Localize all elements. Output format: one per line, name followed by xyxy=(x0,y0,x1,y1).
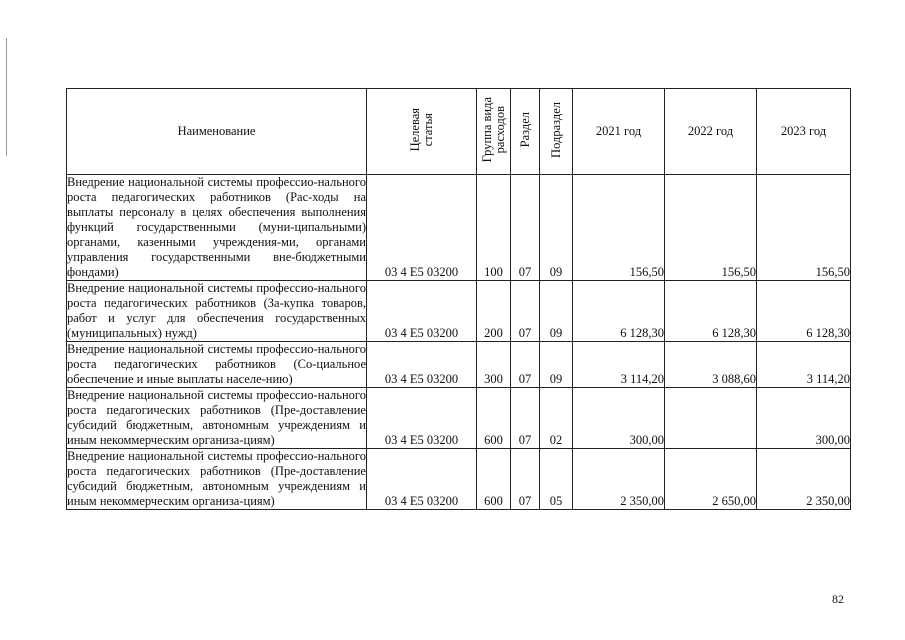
row-name: Внедрение национальной системы профессио-нального роста педагогических работников (За-купка товаров, работ и услуг для обеспечения государственных (муниципальных) нужд) xyxy=(67,281,366,340)
row-2022: 156,50 xyxy=(665,175,757,281)
row-2021: 6 128,30 xyxy=(573,281,665,342)
row-group: 300 xyxy=(477,342,511,388)
row-section: 07 xyxy=(511,388,540,449)
row-2021: 2 350,00 xyxy=(573,449,665,510)
row-subsection: 09 xyxy=(540,175,573,281)
row-section: 07 xyxy=(511,342,540,388)
header-target xyxy=(367,89,477,175)
row-2023: 156,50 xyxy=(757,175,851,281)
row-group: 100 xyxy=(477,175,511,281)
row-target: 03 4 E5 03200 xyxy=(367,281,477,342)
page-number: 82 xyxy=(832,592,844,606)
row-2021: 300,00 xyxy=(573,388,665,449)
row-section: 07 xyxy=(511,281,540,342)
row-2023: 2 350,00 xyxy=(757,449,851,510)
table-row xyxy=(67,281,851,342)
row-2021: 3 114,20 xyxy=(573,342,665,388)
header-subsection-label: Подраздел xyxy=(548,101,563,158)
row-group: 600 xyxy=(477,388,511,449)
row-name: Внедрение национальной системы профессио-нального роста педагогических работников (Со-циальное обеспечение и иные выплаты населе-нию) xyxy=(67,342,366,386)
row-name: Внедрение национальной системы профессио-нального роста педагогических работников (Пре-доставление субсидий бюджетным, автономным учреждениям и иным некоммерческим организа-циям) xyxy=(67,449,366,508)
table-row xyxy=(67,449,851,510)
margin-line xyxy=(6,38,7,156)
header-section xyxy=(511,89,540,175)
row-section: 07 xyxy=(511,449,540,510)
header-subsection xyxy=(540,89,573,175)
header-group-label: Группа вида расходов xyxy=(479,96,507,163)
header-2023: 2023 год xyxy=(757,89,851,175)
row-subsection: 09 xyxy=(540,281,573,342)
header-2022: 2022 год xyxy=(665,89,757,175)
row-name: Внедрение национальной системы профессио-нального роста педагогических работников (Рас-ходы на выплаты персоналу в целях обеспечения выполнения функций государственными (муни-ципальными) органами, казенными учреждения-ми, органами управления государственными вне-бюджетными фондами) xyxy=(67,175,366,279)
row-target: 03 4 E5 03200 xyxy=(367,342,477,388)
header-target-label: Целевая статья xyxy=(407,107,435,152)
row-2022 xyxy=(665,388,757,449)
budget-table xyxy=(66,88,851,510)
row-section: 07 xyxy=(511,175,540,281)
row-2023: 300,00 xyxy=(757,388,851,449)
row-subsection: 05 xyxy=(540,449,573,510)
table-row xyxy=(67,175,851,281)
row-target: 03 4 E5 03200 xyxy=(367,175,477,281)
row-2022: 6 128,30 xyxy=(665,281,757,342)
row-group: 200 xyxy=(477,281,511,342)
header-group xyxy=(477,89,511,175)
header-2021: 2021 год xyxy=(573,89,665,175)
row-2022: 3 088,60 xyxy=(665,342,757,388)
table-row xyxy=(67,388,851,449)
header-section-label: Раздел xyxy=(517,111,532,148)
row-subsection: 09 xyxy=(540,342,573,388)
table-row xyxy=(67,342,851,388)
row-2022: 2 650,00 xyxy=(665,449,757,510)
header-name: Наименование xyxy=(67,89,367,175)
row-target: 03 4 E5 03200 xyxy=(367,388,477,449)
row-name: Внедрение национальной системы профессио-нального роста педагогических работников (Пре-доставление субсидий бюджетным, автономным учреждениям и иным некоммерческим организа-циям) xyxy=(67,388,366,447)
row-target: 03 4 E5 03200 xyxy=(367,449,477,510)
row-2021: 156,50 xyxy=(573,175,665,281)
row-subsection: 02 xyxy=(540,388,573,449)
row-2023: 3 114,20 xyxy=(757,342,851,388)
row-2023: 6 128,30 xyxy=(757,281,851,342)
row-group: 600 xyxy=(477,449,511,510)
table-header-row xyxy=(67,89,851,175)
